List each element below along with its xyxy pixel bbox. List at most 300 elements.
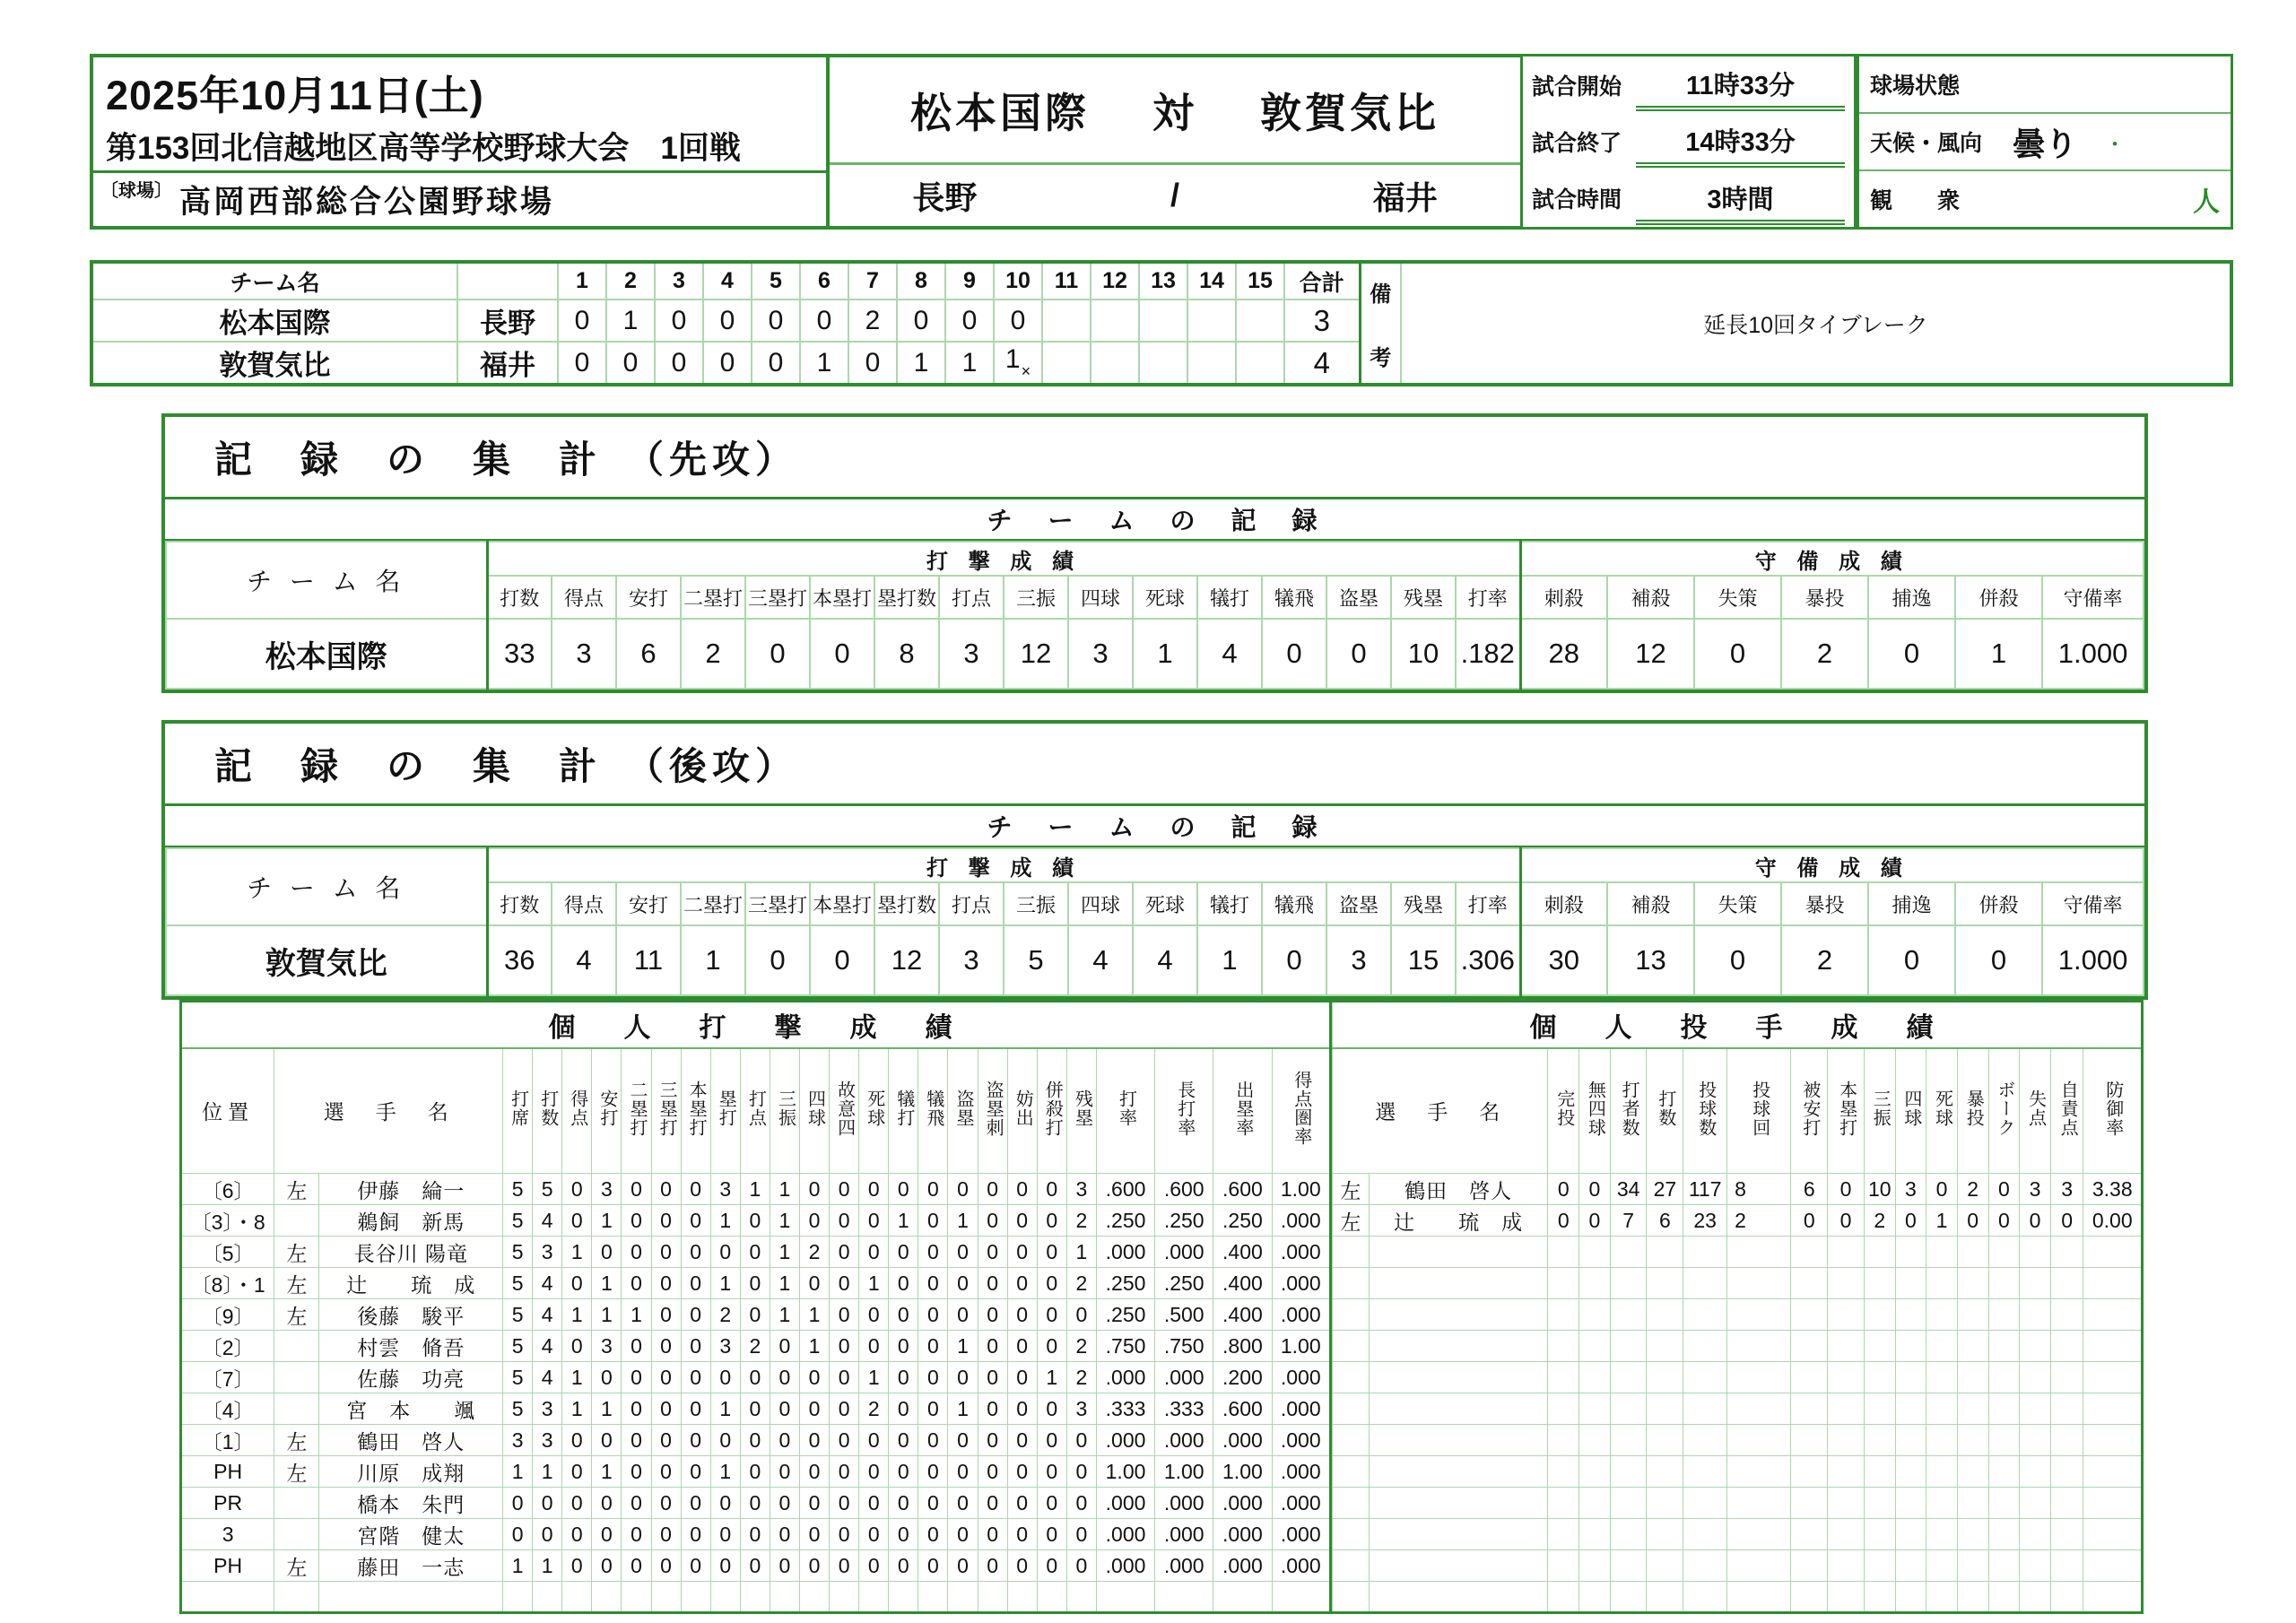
empty-cell (1895, 1582, 1926, 1613)
stat-value: 0 (622, 1362, 651, 1393)
stat-value: 0 (622, 1456, 651, 1488)
inning-score: 0 (655, 342, 703, 385)
stat-value: 0 (710, 1488, 740, 1519)
stat-value: 0 (859, 1331, 889, 1362)
stat-value: 0 (681, 1362, 710, 1393)
empty-cell (1647, 1456, 1683, 1488)
stat-value: 1 (710, 1205, 740, 1237)
empty-cell (1791, 1362, 1828, 1393)
stat-value: 1 (562, 1362, 592, 1393)
record-value-row (166, 619, 2144, 689)
stat-value: 0 (503, 1488, 533, 1519)
player-position: 〔5〕 (181, 1237, 274, 1268)
venue-label: 〔球場〕 (100, 181, 172, 201)
stat-value: 0 (978, 1362, 1007, 1393)
stat-value: 0 (622, 1425, 651, 1456)
empty-cell (1610, 1488, 1647, 1519)
stat-value: 0 (592, 1550, 622, 1582)
stat-header: 打率 (1096, 1048, 1154, 1174)
stat-header: 二塁打 (681, 882, 745, 925)
empty-cell (1548, 1456, 1579, 1488)
empty-cell (800, 1582, 830, 1613)
stat-value: .000 (1213, 1550, 1272, 1582)
stat-header: 残塁 (1391, 882, 1456, 925)
stat-value: 0 (830, 1488, 859, 1519)
batting-stat-value: 12 (874, 925, 939, 995)
empty-cell (1926, 1299, 1958, 1331)
stat-value: .400 (1213, 1237, 1272, 1268)
stat-header: 盗塁刺 (978, 1048, 1007, 1174)
prefecture-separator: / (1170, 177, 1180, 213)
stat-value: .600 (1155, 1174, 1213, 1205)
stat-value: 1.00 (1272, 1174, 1331, 1205)
stat-value: 0 (651, 1456, 681, 1488)
empty-cell (2050, 1550, 2083, 1582)
stat-header: 得点圏率 (1272, 1048, 1331, 1174)
empty-cell (830, 1582, 859, 1613)
stat-value: .000 (1096, 1425, 1154, 1456)
stat-value: 0 (918, 1331, 948, 1362)
empty-cell (2083, 1362, 2143, 1393)
stat-value: 0 (1037, 1456, 1066, 1488)
empty-cell (1988, 1299, 2020, 1331)
stat-value: 0 (740, 1362, 770, 1393)
venue-name: 高岡西部総合公園野球場 (179, 184, 555, 220)
batting-row (181, 1362, 1331, 1393)
batting-row (181, 1456, 1331, 1488)
batting-stat-value: 10 (1391, 619, 1456, 689)
stat-header: 捕逸 (1868, 576, 1955, 619)
stat-value: 0 (1007, 1550, 1037, 1582)
empty-cell (1007, 1582, 1037, 1613)
stat-value: 6 (1647, 1205, 1683, 1237)
team-name: 敦賀気比 (166, 925, 487, 995)
stat-value: 1 (592, 1299, 622, 1331)
stat-header: 打点 (939, 576, 1004, 619)
empty-cell (1957, 1519, 1988, 1550)
stat-header: 本塁打 (681, 1048, 710, 1174)
empty-cell (1864, 1393, 1895, 1425)
stat-value: 0 (651, 1299, 681, 1331)
empty-cell (1579, 1425, 1611, 1456)
game-start-row (1523, 56, 1854, 113)
stat-value: 0 (889, 1456, 918, 1488)
stat-value: 0 (1828, 1205, 1865, 1237)
fielding-stat-value: 28 (1520, 619, 1607, 689)
empty-cell (1333, 1237, 1370, 1268)
stat-value: 3.38 (2083, 1174, 2143, 1205)
stat-header: 出塁率 (1213, 1048, 1272, 1174)
stat-value: 0 (800, 1456, 830, 1488)
scorebook-page (90, 54, 2238, 1614)
empty-cell (1988, 1488, 2020, 1519)
empty-cell (1727, 1331, 1791, 1362)
stat-value: 1 (562, 1237, 592, 1268)
stat-value: 0 (889, 1488, 918, 1519)
stat-value: 1 (740, 1174, 770, 1205)
fielding-stat-value: 0 (1868, 619, 1955, 689)
inning-score: 0 (752, 299, 800, 342)
empty-cell (1828, 1331, 1865, 1362)
empty-cell (1610, 1268, 1647, 1299)
team-record-table (165, 541, 2144, 690)
stat-value: 0 (859, 1299, 889, 1331)
fielding-stat-value: 12 (1607, 619, 1694, 689)
inning-score (1236, 342, 1284, 385)
empty-cell (948, 1582, 978, 1613)
empty-cell (1864, 1488, 1895, 1519)
game-date: 2025年10月11日(土) (106, 73, 484, 118)
stat-value: 0 (1548, 1205, 1579, 1237)
batting-stat-value: 3 (1326, 925, 1391, 995)
stat-value: 2 (1066, 1268, 1096, 1299)
stat-value: .750 (1155, 1331, 1213, 1362)
empty-cell (1926, 1582, 1958, 1613)
stat-value: 4 (533, 1299, 562, 1331)
empty-row (1333, 1299, 2143, 1331)
stat-value: 27 (1647, 1174, 1683, 1205)
empty-cell (1895, 1299, 1926, 1331)
stat-value: .200 (1213, 1362, 1272, 1393)
bat-side: 左 (274, 1550, 319, 1582)
stat-header: 打席 (503, 1048, 533, 1174)
stat-header: 安打 (616, 576, 681, 619)
inning-score: 0 (558, 342, 606, 385)
stat-value: 0 (978, 1174, 1007, 1205)
stat-value: 3 (710, 1331, 740, 1362)
empty-cell (1727, 1362, 1791, 1393)
fielding-stat-value: 0 (1868, 925, 1955, 995)
player-position: 〔7〕 (181, 1362, 274, 1393)
stat-value: .250 (1213, 1205, 1272, 1237)
empty-cell (1548, 1362, 1579, 1393)
empty-cell (1864, 1237, 1895, 1268)
stat-value: .000 (1096, 1488, 1154, 1519)
stat-value: 5 (503, 1237, 533, 1268)
weather-dot: ・ (2104, 132, 2126, 157)
bat-side: 左 (274, 1237, 319, 1268)
fielding-stat-value: 1 (1955, 619, 2042, 689)
empty-cell (1864, 1331, 1895, 1362)
empty-cell (2050, 1582, 2083, 1613)
stat-value: 0 (1895, 1205, 1926, 1237)
empty-cell (918, 1582, 948, 1613)
stat-value: 0 (1037, 1519, 1066, 1550)
inning-number: 6 (800, 262, 848, 299)
stat-value: 0 (1037, 1488, 1066, 1519)
empty-cell (2020, 1488, 2051, 1519)
player-name: 佐藤 功亮 (319, 1362, 503, 1393)
conditions-box (1857, 54, 2233, 230)
empty-cell (1926, 1362, 1958, 1393)
player-position: PH (181, 1456, 274, 1488)
empty-cell (1155, 1582, 1213, 1613)
stat-value: 0 (1037, 1205, 1066, 1237)
record-summary-first (161, 413, 2148, 693)
prefecture-row (830, 165, 1520, 226)
stat-value: 0 (740, 1299, 770, 1331)
batting-row (181, 1205, 1331, 1237)
empty-cell (1791, 1268, 1828, 1299)
stat-value: 0 (948, 1237, 978, 1268)
inning-score: 0 (655, 299, 703, 342)
stat-value: 0 (651, 1331, 681, 1362)
fielding-group-header: 守 備 成 績 (1520, 848, 2144, 882)
player-name: 村雲 脩吾 (319, 1331, 503, 1362)
stat-value: 0 (948, 1488, 978, 1519)
empty-cell (1895, 1237, 1926, 1268)
stat-value: 0 (830, 1331, 859, 1362)
stat-value: 0 (948, 1519, 978, 1550)
empty-row (1333, 1362, 2143, 1393)
stat-value: 3 (533, 1425, 562, 1456)
throw-side: 左 (1333, 1205, 1370, 1237)
player-name: 後藤 駿平 (319, 1299, 503, 1331)
stat-value: 0 (740, 1456, 770, 1488)
empty-row (1333, 1425, 2143, 1456)
empty-cell (2020, 1582, 2051, 1613)
stat-value: 0 (770, 1393, 799, 1425)
stat-value: .250 (1096, 1205, 1154, 1237)
stat-value: 34 (1610, 1174, 1647, 1205)
stat-value: 0 (681, 1299, 710, 1331)
stat-value: 1 (503, 1456, 533, 1488)
empty-cell (1647, 1393, 1683, 1425)
stat-value: 0 (918, 1456, 948, 1488)
stat-value: 1 (859, 1268, 889, 1299)
inning-number: 13 (1139, 262, 1187, 299)
stat-value: 0 (889, 1393, 918, 1425)
stat-value: 0 (562, 1488, 592, 1519)
stat-header: 三塁打 (745, 882, 810, 925)
stat-value: .600 (1096, 1174, 1154, 1205)
stat-value: 0 (1037, 1174, 1066, 1205)
stat-value: .333 (1155, 1393, 1213, 1425)
stat-value: 0 (770, 1488, 799, 1519)
stat-value: 0 (651, 1174, 681, 1205)
stat-value: 0 (592, 1425, 622, 1456)
empty-cell (1988, 1331, 2020, 1362)
game-duration-row (1523, 170, 1854, 227)
empty-cell (1791, 1582, 1828, 1613)
stat-value: 0 (1579, 1174, 1611, 1205)
player-name: 辻 琉 成 (1369, 1205, 1548, 1237)
stat-header: 自責点 (2050, 1048, 2083, 1174)
stat-value: 3 (2020, 1174, 2051, 1205)
stat-value: 0 (1791, 1205, 1828, 1237)
total-header: 合計 (1284, 262, 1360, 299)
stat-value: .000 (1213, 1488, 1272, 1519)
empty-cell (1647, 1488, 1683, 1519)
stat-value: 2 (1066, 1205, 1096, 1237)
empty-cell (319, 1582, 503, 1613)
empty-cell (1579, 1237, 1611, 1268)
stat-header: 三振 (1864, 1048, 1895, 1174)
stat-value: 0 (681, 1425, 710, 1456)
section-subtitle: チ ー ム の 記 録 (165, 806, 2144, 847)
empty-cell (1864, 1456, 1895, 1488)
empty-cell (1333, 1519, 1370, 1550)
empty-cell (1864, 1519, 1895, 1550)
empty-cell (1957, 1237, 1988, 1268)
empty-cell (2050, 1362, 2083, 1393)
field-condition-label: 球場状態 (1870, 74, 1961, 99)
empty-cell (1610, 1393, 1647, 1425)
empty-row (1333, 1488, 2143, 1519)
stat-value: 1 (889, 1205, 918, 1237)
pitching-row (1333, 1205, 2143, 1237)
stat-value: .000 (1272, 1393, 1331, 1425)
stat-value: 0 (651, 1205, 681, 1237)
empty-cell (1828, 1488, 1865, 1519)
stat-value: 0 (651, 1488, 681, 1519)
stat-value: 1 (770, 1237, 799, 1268)
stat-value: 0 (1007, 1205, 1037, 1237)
player-name: 伊藤 綸一 (319, 1174, 503, 1205)
player-position: 〔3〕・8 (181, 1205, 274, 1237)
stat-value: 0 (800, 1268, 830, 1299)
empty-cell (1791, 1237, 1828, 1268)
empty-cell (1864, 1550, 1895, 1582)
empty-cell (1579, 1488, 1611, 1519)
inning-score: 0 (994, 299, 1042, 342)
empty-cell (710, 1582, 740, 1613)
stat-value: 0 (948, 1268, 978, 1299)
empty-cell (1548, 1519, 1579, 1550)
stat-value: 1 (622, 1299, 651, 1331)
stat-value: 0 (1828, 1174, 1865, 1205)
stat-value: 0 (978, 1331, 1007, 1362)
empty-cell (1548, 1550, 1579, 1582)
empty-row (1333, 1456, 2143, 1488)
empty-cell (1548, 1393, 1579, 1425)
stat-value: 1 (800, 1331, 830, 1362)
stat-value: 0 (830, 1237, 859, 1268)
stat-value: 0 (1988, 1205, 2020, 1237)
empty-cell (1727, 1299, 1791, 1331)
stat-header: 打数 (1647, 1048, 1683, 1174)
stat-value: 0 (710, 1519, 740, 1550)
stat-value: 117 (1683, 1174, 1727, 1205)
empty-cell (2083, 1331, 2143, 1362)
stat-value: .000 (1096, 1519, 1154, 1550)
empty-cell (1864, 1425, 1895, 1456)
stat-value: 0 (800, 1519, 830, 1550)
stat-value: 0 (1037, 1550, 1066, 1582)
stat-value: 0 (978, 1425, 1007, 1456)
empty-cell (2050, 1268, 2083, 1299)
empty-cell (859, 1582, 889, 1613)
empty-cell (1683, 1393, 1727, 1425)
empty-cell (1828, 1268, 1865, 1299)
empty-cell (1895, 1488, 1926, 1519)
stat-value: 0 (830, 1393, 859, 1425)
inning-number: 4 (703, 262, 752, 299)
empty-cell (740, 1582, 770, 1613)
stat-value: 0 (948, 1550, 978, 1582)
empty-cell (1683, 1299, 1727, 1331)
note-label: 備 考 (1360, 262, 1401, 385)
empty-cell (1647, 1268, 1683, 1299)
stat-value: .600 (1213, 1393, 1272, 1425)
stat-value: 3 (533, 1393, 562, 1425)
stat-header: 投球回 (1727, 1048, 1791, 1174)
stat-value: 1 (562, 1393, 592, 1425)
inning-number: 12 (1091, 262, 1139, 299)
stat-value: 0 (1579, 1205, 1611, 1237)
stat-value: .250 (1096, 1268, 1154, 1299)
empty-cell (1333, 1268, 1370, 1299)
stat-header: 失策 (1694, 882, 1781, 925)
team-column-header: チ ー ム 名 (166, 848, 487, 925)
record-group-row (166, 542, 2144, 576)
stat-header: 失点 (2020, 1048, 2051, 1174)
empty-cell (2020, 1425, 2051, 1456)
stat-value: 4 (533, 1362, 562, 1393)
empty-cell (889, 1582, 918, 1613)
player-name: 橋本 朱門 (319, 1488, 503, 1519)
batting-row (181, 1550, 1331, 1582)
inning-number: 14 (1187, 262, 1236, 299)
prefecture-column-header (457, 262, 558, 299)
empty-cell (1610, 1456, 1647, 1488)
stat-header: 暴投 (1957, 1048, 1988, 1174)
stat-header: 妨出 (1007, 1048, 1037, 1174)
stat-value: .400 (1213, 1299, 1272, 1331)
empty-cell (1333, 1299, 1370, 1331)
player-position: 3 (181, 1519, 274, 1550)
stat-value: 0 (1007, 1237, 1037, 1268)
stat-value: 0 (1988, 1174, 2020, 1205)
empty-cell (1683, 1268, 1727, 1299)
empty-cell (1369, 1268, 1548, 1299)
stat-value: 0 (978, 1456, 1007, 1488)
empty-cell (1647, 1331, 1683, 1362)
stat-value: 0 (859, 1425, 889, 1456)
stat-value: .000 (1155, 1488, 1213, 1519)
prefecture-right: 福井 (1372, 178, 1438, 216)
empty-cell (1369, 1550, 1548, 1582)
stat-value: 0 (830, 1550, 859, 1582)
inning-number: 5 (752, 262, 800, 299)
empty-cell (1957, 1456, 1988, 1488)
stat-value: 1 (770, 1299, 799, 1331)
stat-value: 0 (1037, 1331, 1066, 1362)
stat-value: 1 (592, 1268, 622, 1299)
stat-value: 1 (948, 1205, 978, 1237)
stat-value: 2 (1066, 1331, 1096, 1362)
empty-cell (2050, 1519, 2083, 1550)
stat-value: 0 (622, 1205, 651, 1237)
stat-value: 0 (1007, 1331, 1037, 1362)
game-info-box (90, 54, 830, 230)
empty-cell (2083, 1519, 2143, 1550)
inning-number: 15 (1236, 262, 1284, 299)
player-position: PR (181, 1488, 274, 1519)
inning-number: 2 (606, 262, 655, 299)
inning-score: 0 (945, 299, 994, 342)
stat-value: 0 (770, 1519, 799, 1550)
fielding-stat-value: 1.000 (2042, 925, 2144, 995)
stat-value: 3 (710, 1174, 740, 1205)
stat-value: 0 (622, 1393, 651, 1425)
batting-row (181, 1393, 1331, 1425)
stat-value: 4 (533, 1205, 562, 1237)
stat-value: 0 (978, 1519, 1007, 1550)
stat-value: 0 (533, 1519, 562, 1550)
empty-cell (2083, 1268, 2143, 1299)
stat-value: 0 (800, 1550, 830, 1582)
